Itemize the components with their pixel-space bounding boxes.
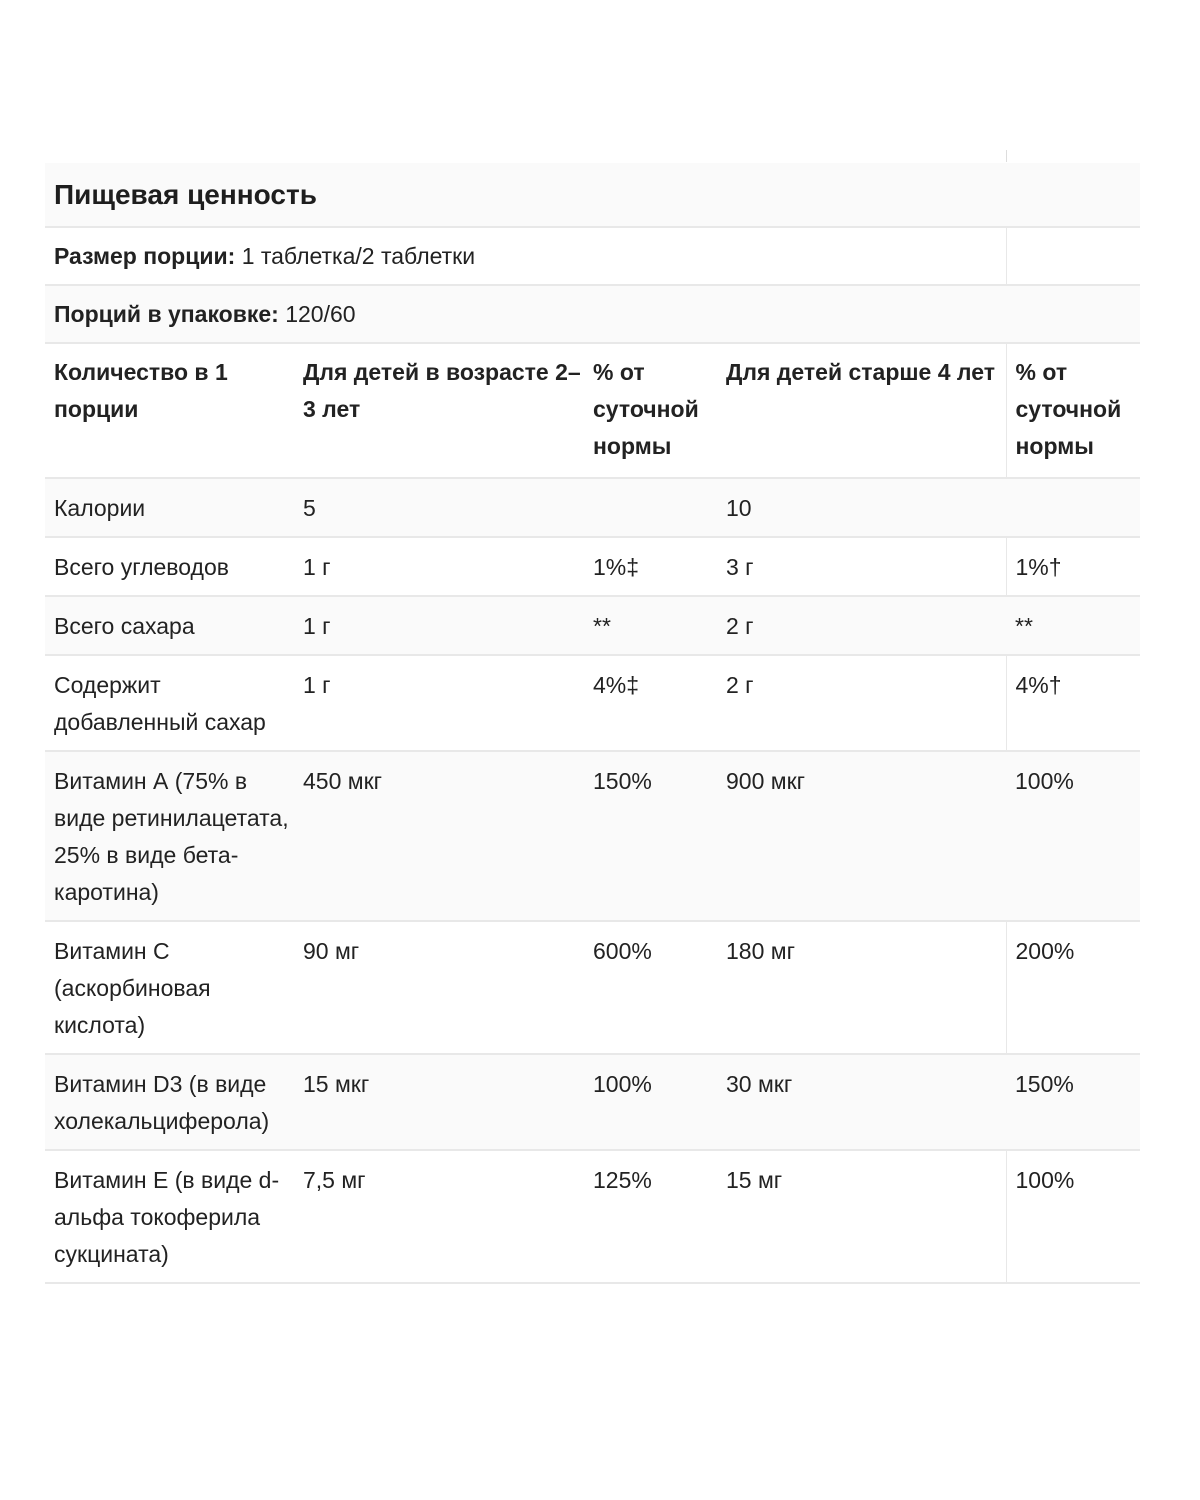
table-row [45,751,1140,921]
serving-size-value: 1 таблетка/2 таблетки [241,242,476,269]
amount-2-3: 450 мкг [294,751,584,921]
servings-per-container-cell [45,285,1140,343]
nutrient-name: Витамин С (аскорбиновая кислота) [45,921,294,1054]
table-row [45,1150,1140,1283]
nutrient-name: Всего сахара [45,596,294,655]
column-divider-tick [1006,150,1007,162]
table-row [45,537,1140,596]
dv-2-3: 100% [584,1054,717,1150]
servings-per-container-value: 120/60 [285,300,356,327]
dv-4: 100% [1006,1150,1140,1283]
dv-4: 100% [1006,751,1140,921]
amount-4: 15 мг [717,1150,1006,1283]
amount-4: 10 [717,478,1006,537]
serving-size-empty-cell [1006,227,1140,285]
amount-2-3: 1 г [294,655,584,751]
dv-2-3: 150% [584,751,717,921]
serving-size-label: Размер порции: [54,242,236,269]
dv-2-3: 600% [584,921,717,1054]
dv-4: 4%† [1006,655,1140,751]
dv-4: 150% [1006,1054,1140,1150]
serving-size-row [45,227,1140,285]
dv-4 [1006,478,1140,537]
column-header-row [45,343,1140,478]
dv-2-3: ** [584,596,717,655]
table-title: Пищевая ценность [45,163,1140,227]
nutrition-facts-table [45,163,1140,1284]
table-row [45,655,1140,751]
nutrient-name: Калории [45,478,294,537]
nutrient-name: Витамин А (75% в виде ретинилацетата, 25% в виде бета-каротина) [45,751,294,921]
nutrient-name: Витамин D3 (в виде холекальциферола) [45,1054,294,1150]
dv-2-3: 125% [584,1150,717,1283]
amount-4: 180 мг [717,921,1006,1054]
amount-2-3: 1 г [294,537,584,596]
header-kids-2-3: Для детей в возрасте 2–3 лет [294,343,584,478]
header-amount: Количество в 1 порции [45,343,294,478]
dv-2-3: 1%‡ [584,537,717,596]
amount-2-3: 15 мкг [294,1054,584,1150]
nutrient-name: Всего углеводов [45,537,294,596]
title-row [45,163,1140,227]
nutrient-name: Содержит добавленный сахар [45,655,294,751]
table-row [45,1054,1140,1150]
table-row [45,921,1140,1054]
amount-4: 3 г [717,537,1006,596]
dv-4: 1%† [1006,537,1140,596]
amount-2-3: 90 мг [294,921,584,1054]
dv-2-3: 4%‡ [584,655,717,751]
table-row [45,596,1140,655]
servings-per-container-row [45,285,1140,343]
amount-2-3: 7,5 мг [294,1150,584,1283]
nutrient-name: Витамин Е (в виде d-альфа токоферила сукцината) [45,1150,294,1283]
amount-4: 2 г [717,655,1006,751]
dv-4: ** [1006,596,1140,655]
amount-2-3: 5 [294,478,584,537]
dv-4: 200% [1006,921,1140,1054]
header-dv-2-3: % от суточной нормы [584,343,717,478]
amount-2-3: 1 г [294,596,584,655]
amount-4: 900 мкг [717,751,1006,921]
serving-size-cell [45,227,1006,285]
dv-2-3 [584,478,717,537]
header-dv-4: % от суточной нормы [1006,343,1140,478]
amount-4: 2 г [717,596,1006,655]
table-row [45,478,1140,537]
header-kids-4: Для детей старше 4 лет [717,343,1006,478]
amount-4: 30 мкг [717,1054,1006,1150]
servings-per-container-label: Порций в упаковке: [54,300,279,327]
